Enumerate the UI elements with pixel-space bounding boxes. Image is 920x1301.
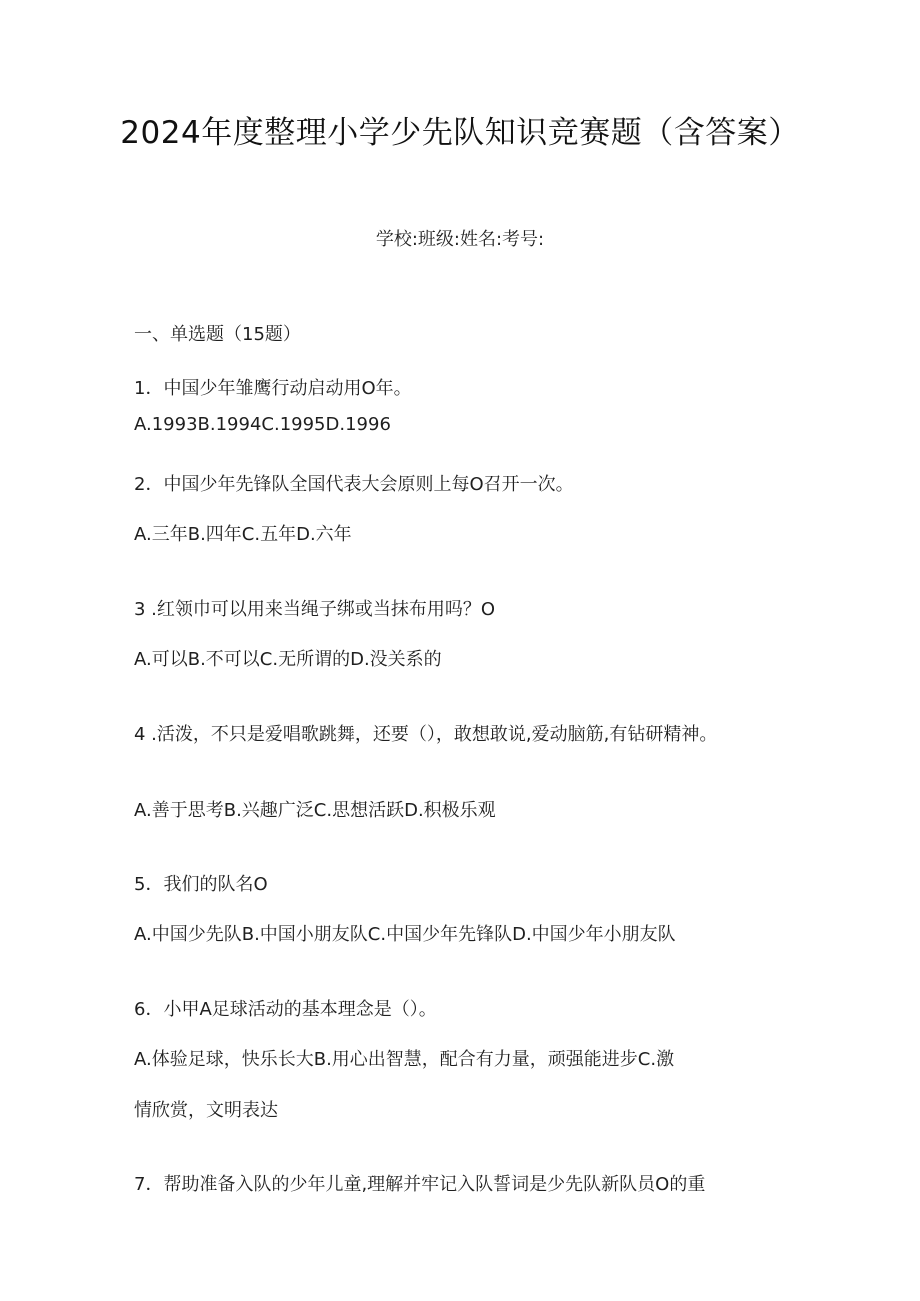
document-title: 2024年度整理小学少先队知识竞赛题（含答案） — [120, 115, 800, 151]
question-5-stem: 5．我们的队名O — [134, 874, 268, 895]
student-info-line: 学校:班级:姓名:考号: — [375, 229, 545, 250]
question-4-options: A.善于思考B.兴趣广泛C.思想活跃D.积极乐观 — [134, 800, 496, 821]
question-3-stem: 3 .红领巾可以用来当绳子绑或当抹布用吗？O — [134, 599, 496, 620]
question-2-options: A.三年B.四年C.五年D.六年 — [134, 524, 352, 545]
section-heading: 一、单选题（15题） — [134, 324, 301, 345]
question-1-stem: 1．中国少年雏鹰行动启动用O年。 — [134, 378, 412, 399]
question-2-stem: 2．中国少年先锋队全国代表大会原则上每O召开一次。 — [134, 474, 574, 495]
question-3-options: A.可以B.不可以C.无所谓的D.没关系的 — [134, 649, 442, 670]
question-4-stem: 4 .活泼，不只是爱唱歌跳舞，还要（），敢想敢说,爱动脑筋,有钻研精神。 — [134, 724, 718, 745]
question-6-stem: 6．小甲A足球活动的基本理念是（）。 — [134, 999, 437, 1020]
question-7-stem: 7．帮助准备入队的少年儿童,理解并牢记入队誓词是少先队新队员O的重 — [134, 1174, 706, 1195]
question-1-options: A.1993B.1994C.1995D.1996 — [134, 414, 391, 435]
question-6-options-line-1: A.体验足球，快乐长大B.用心出智慧，配合有力量，顽强能进步C.激 — [134, 1049, 675, 1070]
question-6-options-line-2: 情欣赏，文明表达 — [134, 1100, 278, 1121]
question-5-options: A.中国少先队B.中国小朋友队C.中国少年先锋队D.中国少年小朋友队 — [134, 924, 676, 945]
